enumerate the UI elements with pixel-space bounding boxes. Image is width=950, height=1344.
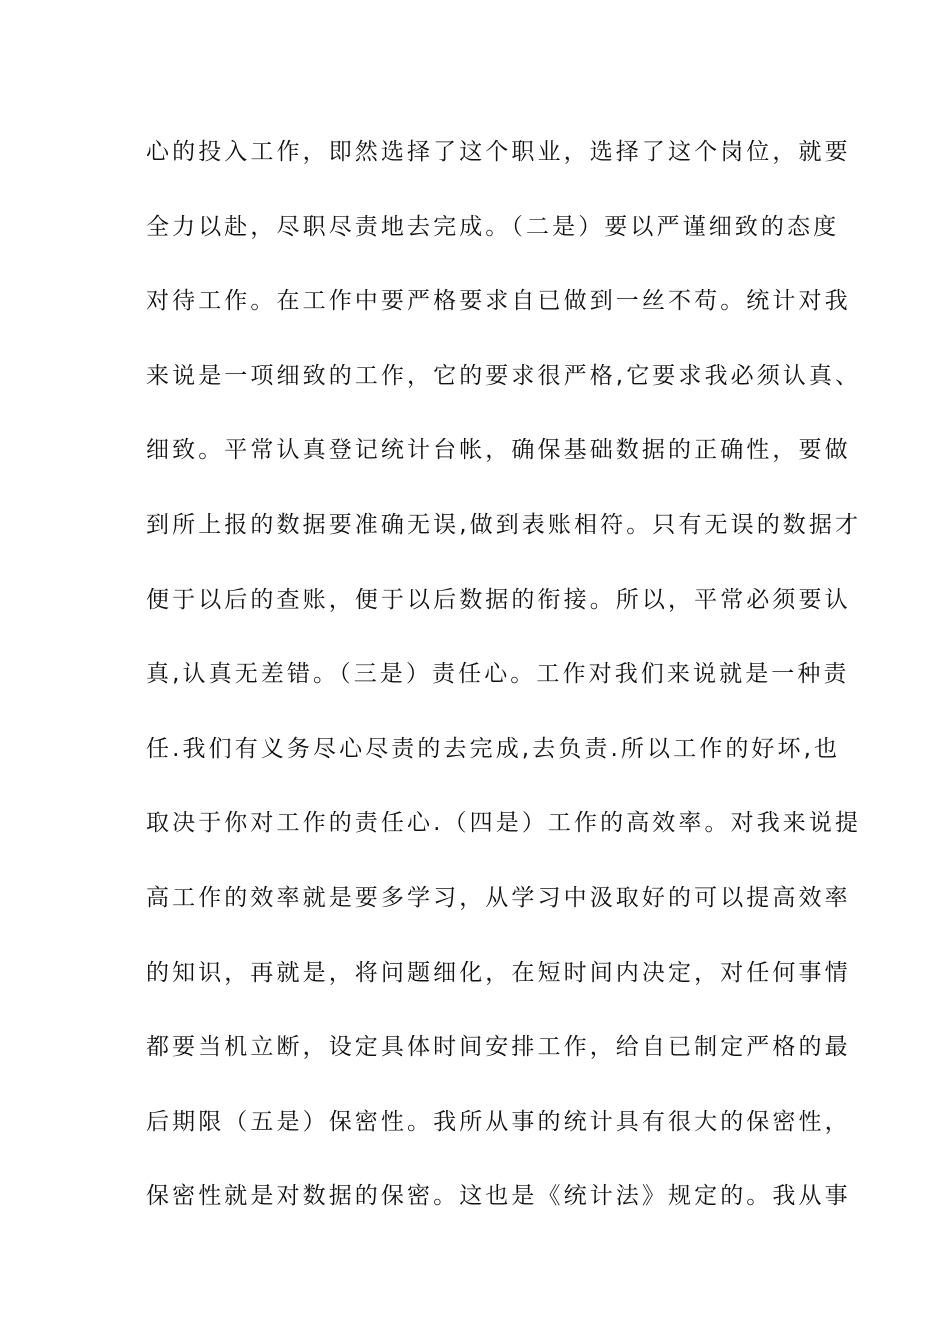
text-line: 对待工作。在工作中要严格要求自已做到一丝不苟。统计对我	[146, 288, 851, 315]
text-line: 保密性就是对数据的保密。这也是《统计法》规定的。我从事	[146, 1183, 851, 1210]
text-line: 全力以赴，尽职尽责地去完成。（二是）要以严谨细致的态度	[146, 213, 840, 240]
text-line: 都要当机立断，设定具体时间安排工作，给自已制定严格的最	[146, 1034, 851, 1061]
text-line: 到所上报的数据要准确无误,做到表账相符。只有无误的数据才	[146, 511, 862, 538]
text-line: 来说是一项细致的工作，它的要求很严格,它要求我必须认真、	[146, 362, 862, 389]
body-text	[146, 128, 862, 1247]
text-line: 任.我们有义务尽心尽责的去完成,去负责.所以工作的好坏,也	[146, 735, 841, 762]
text-line: 取决于你对工作的责任心.（四是）工作的高效率。对我来说提	[146, 810, 862, 837]
text-line: 便于以后的查账，便于以后数据的衔接。所以，平常必须要认	[146, 586, 851, 613]
text-line: 细致。平常认真登记统计台帐，确保基础数据的正确性，要做	[146, 437, 851, 464]
text-line: 后期限（五是）保密性。我所从事的统计具有很大的保密性，	[146, 1108, 851, 1135]
text-line: 高工作的效率就是要多学习，从学习中汲取好的可以提高效率	[146, 884, 851, 911]
text-line: 的知识，再就是，将问题细化，在短时间内决定，对任何事情	[146, 959, 851, 986]
text-line: 心的投入工作，即然选择了这个职业，选择了这个岗位，就要	[146, 139, 851, 165]
text-line: 真,认真无差错。（三是）责任心。工作对我们来说就是一种责	[146, 661, 850, 688]
